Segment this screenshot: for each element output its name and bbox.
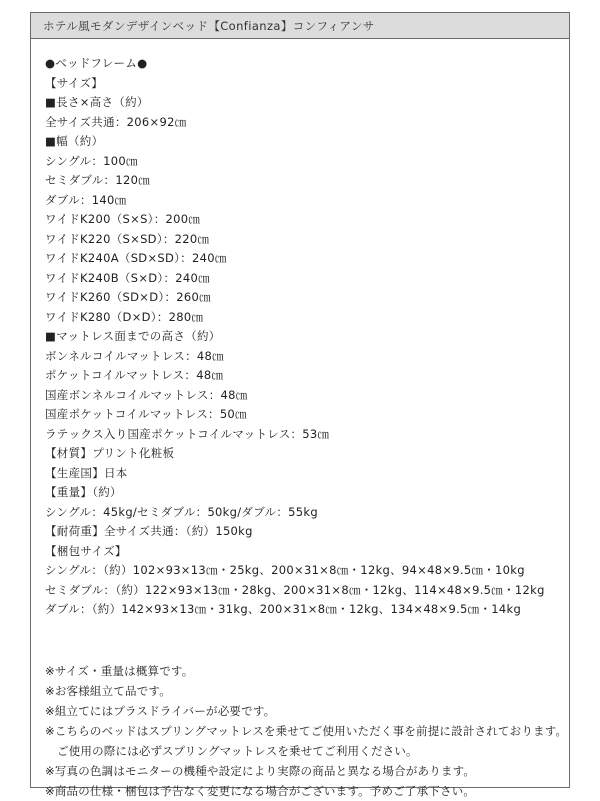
spec-line: ワイドK260（SD×D）：260㎝ (45, 290, 211, 304)
spec-line: ダブル：140㎝ (45, 192, 127, 207)
spec-line: 全サイズ共通：206×92㎝ (45, 114, 187, 129)
material-line: 【材質】プリント化粧板 (45, 446, 175, 460)
heading-size: 【サイズ】 (45, 75, 104, 90)
note-item: ※お客様組立て品です。 (45, 683, 171, 698)
section-gap (45, 620, 563, 661)
spec-line: ポケットコイルマットレス：48㎝ (45, 368, 224, 382)
spec-line: ワイドK240B（S×D）：240㎝ (45, 270, 210, 285)
spec-content (45, 54, 568, 801)
note-item: ※組立てにはプラスドライバーが必要です。 (45, 703, 276, 718)
package-line: ダブル：（約）142×93×13㎝・31kg、200×31×8㎝・12kg、134×48×9.5㎝・14kg (45, 602, 522, 616)
spec-line: 国産ポケットコイルマットレス：50㎝ (45, 407, 247, 421)
spec-line: ワイドK220（S×SD）：220㎝ (45, 231, 210, 246)
package-line: シングル：（約）102×93×13㎝・25kg、200×31×8㎝・12kg、94×48×9.5㎝・10kg (45, 563, 525, 577)
section-bed-frame: ●ベッドフレーム● (45, 56, 148, 70)
note-item: ※写真の色調はモニターの機種や設定により実際の商品と異なる場合があります。 (45, 763, 476, 778)
spec-line: セミダブル：120㎝ (45, 173, 150, 187)
subheading-width: ■幅（約） (45, 134, 104, 148)
product-title: ホテル風モダンデザインベッド【Confianza】コンフィアンサ (43, 18, 375, 33)
note-item: ※こちらのベッドはスプリングマットレスを乗せてご使用いただく事を前提に設計されております。 (45, 723, 568, 738)
spec-line: 国産ボンネルコイルマットレス：48㎝ (45, 387, 248, 402)
product-title-bar (31, 13, 569, 39)
note-item-continuation: ご使用の際には必ずスプリングマットレスを乗せてご利用ください。 (57, 743, 418, 758)
note-item: ※商品の仕様・梱包は予告なく変更になる場合がございます。予めご了承下さい。 (45, 783, 476, 798)
spec-line: ラテックス入り国産ポケットコイルマットレス：53㎝ (45, 426, 330, 441)
subheading-mattress-height: ■マットレス面までの高さ（約） (45, 329, 221, 343)
spec-line: シングル：100㎝ (45, 153, 138, 168)
spec-line: ワイドK200（S×S）：200㎝ (45, 212, 201, 226)
heading-package-size: 【梱包サイズ】 (45, 543, 127, 558)
weight-line: シングル：45kg/セミダブル：50kg/ダブル：55kg (45, 504, 318, 519)
heading-weight: 【重量】（約） (45, 485, 122, 499)
spec-line: ワイドK280（D×D）：280㎝ (45, 309, 204, 324)
package-line: セミダブル：（約）122×93×13㎝・28kg、200×31×8㎝・12kg、114×48×9.5㎝・12kg (45, 582, 545, 597)
subheading-length-height: ■長さ×高さ（約） (45, 95, 149, 109)
spec-line: ワイドK240A（SD×SD）：240㎝ (45, 251, 227, 265)
origin-line: 【生産国】日本 (45, 465, 128, 480)
spec-sheet (30, 12, 570, 798)
load-capacity-line: 【耐荷重】全サイズ共通：（約）150kg (45, 524, 253, 538)
note-item: ※サイズ・重量は概算です。 (45, 663, 194, 678)
spec-line: ボンネルコイルマットレス：48㎝ (45, 348, 224, 363)
